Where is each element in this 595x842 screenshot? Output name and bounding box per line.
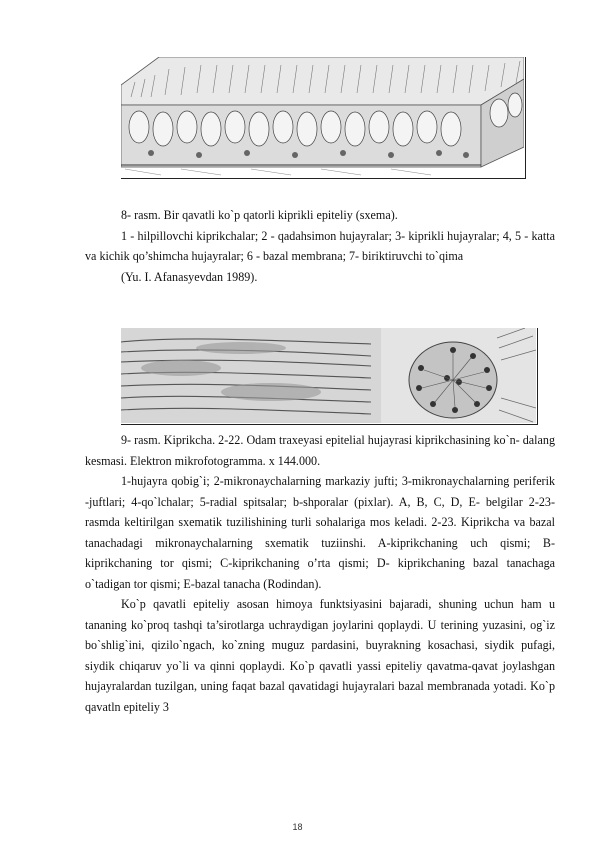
page-number: 18 — [292, 822, 303, 832]
figure-1-caption: 8- rasm. Bir qavatli ko`p qatorli kiprikli epiteliy (sxema). — [121, 208, 398, 222]
figure-2-legend: 1-hujayra qobig`i; 2-mikronaychalarning markaziy jufti; 3-mikronaychalarning periferik -juftlari; 4-qo`lchalar; 5-radial spitsalar; b-shporalar (pixlar). A, B, C, D, E- belgilar 2-23- rasmda keltirilgan sxematik tuzilishining turli sohalariga mos keladi. 2-23. Kiprikcha va bazal tanachadagi mikronaychalarning sxematik tuziinshi. A-kiprikchaning uch qismi; B-kiprikchaning tor qismi; C-kiprikchaning o’rta qismi; D- kiprikchaning bazal tanachaga o`tadigan tor qismi; E-bazal tanacha (Rodindan). — [85, 474, 555, 591]
body-paragraph: Ko`p qavatli epiteliy asosan himoya funktsiyasini bajaradi, shuning uchun ham u tananing ko`proq tashqi ta’sirotlarga uchraydigan joylarini qoplaydi. U terining yuzasini, og`iz bo`shlig`ini, qizilo`ngach, ko`zning muguz pardasini, buyrakning kosachasi, siydik pufagi, siydik chiqaruv yo`li va qinni qoplaydi. Ko`p qavatli yassi epiteliy qavatma-qavat joylashgan hujayralardan tuzilgan, uning faqat bazal qavatidagi hujayralari bazal membranada yotadi. Ko`p qavatln epiteliy 3 — [85, 597, 555, 714]
figure-1-legend: 1 - hilpillovchi kiprikchalar; 2 - qadahsimon hujayralar; 3- kiprikli hujayralar; 4, 5 - katta va kichik qo’shimcha hujayralar; 6 - bazal membrana; 7- biriktiruvchi to`qima — [85, 228, 555, 263]
figure-2-caption: 9- rasm. Kiprikcha. 2-22. Odam traxeyasi epitelial hujayrasi kiprikchasining ko`n- dalang kesmasi. Elektron mikrofotogramma. x 144.000. — [85, 433, 555, 468]
figure-2-cilium-micrograph — [121, 328, 538, 425]
figure-1-epithelium-drawing — [121, 57, 526, 179]
figure-1-text — [85, 205, 555, 287]
figure-1-source: (Yu. I. Afanasyevdan 1989). — [121, 269, 258, 284]
figure-2-text — [85, 430, 555, 717]
